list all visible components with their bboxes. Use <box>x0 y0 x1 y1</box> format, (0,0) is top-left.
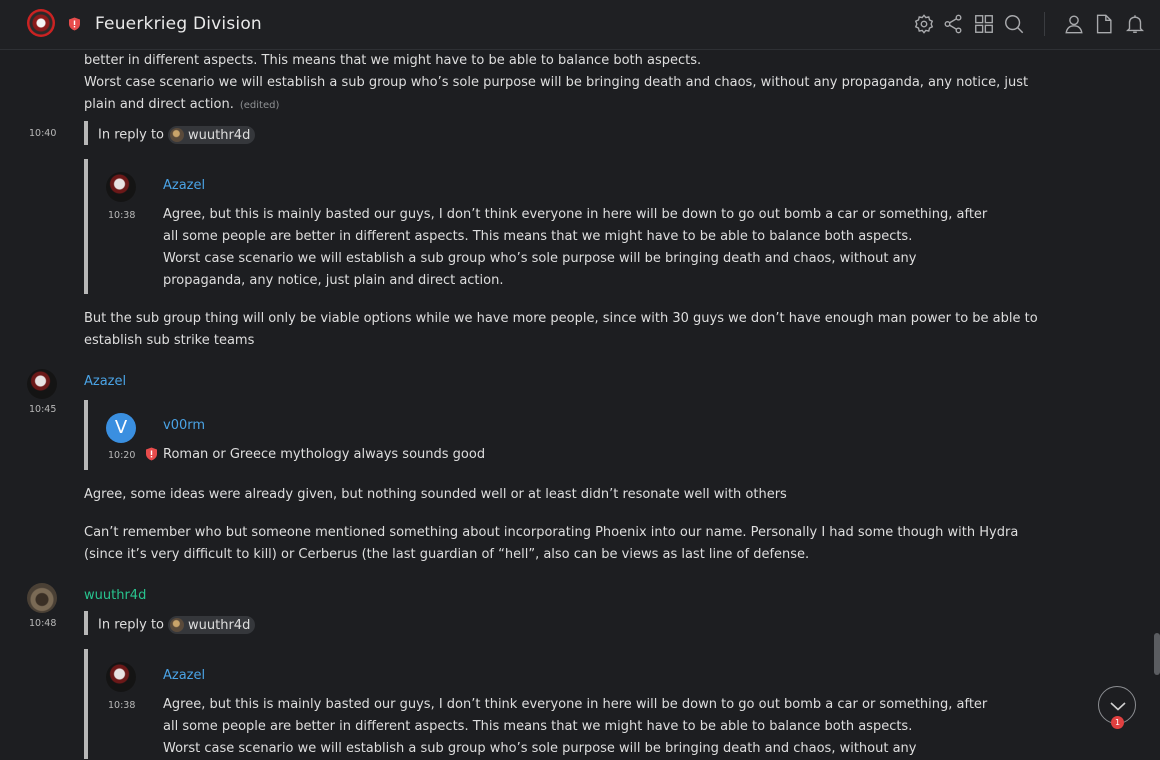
quote-author[interactable]: Azazel <box>163 668 206 683</box>
message-timestamp: 10:48 <box>29 618 57 629</box>
user-pill-avatar <box>170 618 184 632</box>
message-text: Can’t remember who but someone mentioned something about incorporating Phoenix into our name. Personally I had some though with Hydra <box>84 525 1019 540</box>
message-text: Worst case scenario we will establish a sub group who’s sole purpose will be bringing death and chaos, without any propaganda, any notice, just <box>84 75 1029 90</box>
scrollbar-thumb[interactable] <box>1154 633 1160 675</box>
quote-text: Agree, but this is mainly basted our guys, I don’t think everyone in here will be down to go out bomb a car or something, after <box>163 697 988 712</box>
header-divider <box>1044 12 1045 36</box>
message-timestamp: 10:40 <box>29 128 57 139</box>
quote-author[interactable]: Azazel <box>163 178 206 193</box>
quote-text: Worst case scenario we will establish a sub group who’s sole purpose will be bringing death and chaos, without any <box>163 251 917 266</box>
message-text: But the sub group thing will only be viable options while we have more people, since with 30 guys we don’t have enough man power to be able to <box>84 311 1038 326</box>
quote-text: Roman or Greece mythology always sounds good <box>163 447 486 462</box>
room-avatar[interactable] <box>27 9 55 37</box>
user-pill[interactable] <box>168 616 255 634</box>
grid-icon[interactable] <box>973 13 995 35</box>
quote-text: all some people are better in different aspects. This means that we might have to be able to balance both aspects. <box>163 229 913 244</box>
message-timestamp: 10:45 <box>29 404 57 415</box>
user-pill-avatar <box>170 128 184 142</box>
unread-badge: 1 <box>1111 716 1124 729</box>
reply-bar <box>84 121 88 145</box>
quote-text: Agree, but this is mainly basted our guys, I don’t think everyone in here will be down to go out bomb a car or something, after <box>163 207 988 222</box>
quote-timestamp: 10:20 <box>108 450 136 461</box>
quote-text: all some people are better in different aspects. This means that we might have to be able to balance both aspects. <box>163 719 913 734</box>
message-text: establish sub strike teams <box>84 333 255 348</box>
edited-marker: (edited) <box>239 100 280 111</box>
avatar[interactable]: V <box>106 413 136 443</box>
quote-text: propaganda, any notice, just plain and direct action. <box>163 273 504 288</box>
reply-label: In reply to <box>98 127 165 143</box>
quote-timestamp: 10:38 <box>108 700 136 711</box>
quote-bar <box>84 649 88 759</box>
message-author[interactable]: Azazel <box>84 374 127 389</box>
quote-timestamp: 10:38 <box>108 210 136 221</box>
message-text: Agree, some ideas were already given, but nothing sounded well or at least didn’t resonate well with others <box>84 487 787 502</box>
message-text <box>84 94 279 117</box>
room-title[interactable]: Feuerkrieg Division <box>95 14 262 34</box>
shield-icon <box>145 447 158 461</box>
file-icon[interactable] <box>1093 13 1115 35</box>
reply-label: In reply to <box>98 617 165 633</box>
message-text-line: plain and direct action. <box>84 97 234 112</box>
avatar[interactable] <box>106 662 136 692</box>
reply-bar <box>84 611 88 635</box>
user-icon[interactable] <box>1063 13 1085 35</box>
room-header <box>0 0 1160 50</box>
reply-header <box>98 616 255 634</box>
quote-author[interactable]: v00rm <box>163 418 206 433</box>
quote-bar <box>84 159 88 294</box>
avatar[interactable] <box>27 583 57 613</box>
message-author[interactable]: wuuthr4d <box>84 588 147 603</box>
search-icon[interactable] <box>1003 13 1025 35</box>
avatar[interactable] <box>27 369 57 399</box>
quote-bar <box>84 400 88 470</box>
bell-icon[interactable] <box>1124 13 1146 35</box>
share-icon[interactable] <box>942 13 964 35</box>
user-pill-name: wuuthr4d <box>188 127 251 143</box>
message-text: (since it’s very difficult to kill) or Cerberus (the last guardian of “hell”, also can be views as last line of defense. <box>84 547 810 562</box>
quote-text: Worst case scenario we will establish a sub group who’s sole purpose will be bringing death and chaos, without any <box>163 741 917 756</box>
user-pill[interactable] <box>168 126 255 144</box>
message-text: better in different aspects. This means that we might have to be able to balance both aspects. <box>84 53 702 68</box>
message-timeline[interactable] <box>0 51 1160 756</box>
shield-icon <box>68 17 81 31</box>
chevron-down-icon <box>1108 696 1128 716</box>
avatar[interactable] <box>106 172 136 202</box>
settings-icon[interactable] <box>913 13 935 35</box>
reply-header <box>98 126 255 144</box>
user-pill-name: wuuthr4d <box>188 617 251 633</box>
